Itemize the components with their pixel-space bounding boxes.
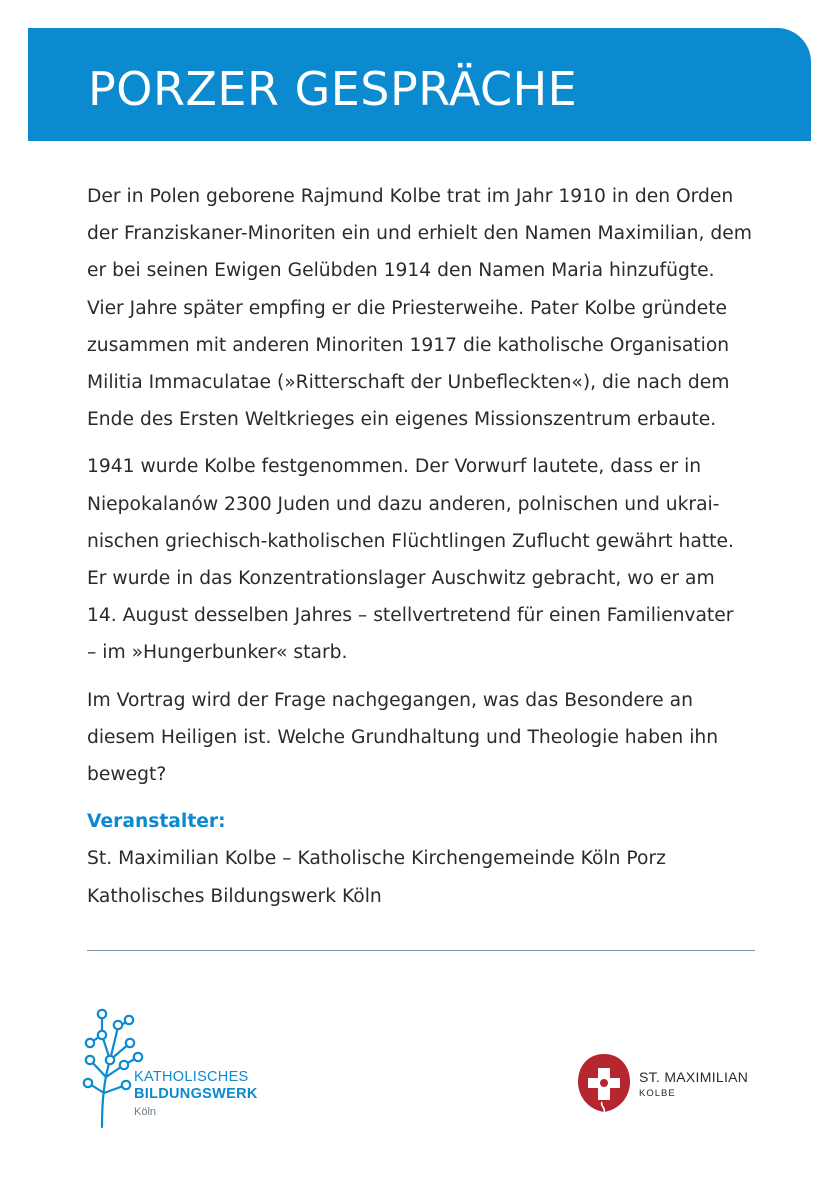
organizer-line: St. Maximilian Kolbe – Katholische Kirchengemeinde Köln Porz bbox=[87, 848, 666, 870]
text-line: Der in Polen geborene Rajmund Kolbe trat im Jahr 1910 in den Orden bbox=[87, 186, 734, 207]
text-line: Niepokalanów 2300 Juden und dazu anderen, polnischen und ukrai- bbox=[87, 493, 720, 515]
text-line: er bei seinen Ewigen Gelübden 1914 den Namen Maria hinzufügte. bbox=[87, 260, 715, 282]
paragraph-2 bbox=[87, 448, 759, 671]
cross-emblem-icon bbox=[576, 1052, 632, 1114]
text-line: der Franziskaner-Minoriten ein und erhielt den Namen Maximilian, dem bbox=[87, 223, 752, 245]
text-line: Militia Immaculatae (»Ritterschaft der Unbefleckten«), die nach dem bbox=[87, 372, 730, 394]
text-line: 1941 wurde Kolbe festgenommen. Der Vorwurf lautete, dass er in bbox=[87, 456, 702, 478]
kbw-logo bbox=[82, 1005, 302, 1135]
smk-logo-line1: ST. MAXIMILIAN bbox=[639, 1069, 749, 1085]
main-content bbox=[87, 178, 759, 915]
text-line: 14. August desselben Jahres – stellvertretend für einen Familienvater bbox=[87, 605, 734, 627]
organizer-section bbox=[87, 803, 759, 915]
text-line: Er wurde in das Konzentrationslager Auschwitz gebracht, wo er am bbox=[87, 568, 715, 590]
kbw-logo-line3: Köln bbox=[134, 1106, 157, 1118]
text-line: bewegt? bbox=[87, 764, 167, 786]
text-line: Vier Jahre später empfing er die Priesterweihe. Pater Kolbe gründete bbox=[87, 297, 728, 319]
kbw-logo-line1: KATHOLISCHES bbox=[134, 1069, 249, 1085]
paragraph-1 bbox=[87, 178, 759, 438]
divider bbox=[87, 950, 755, 951]
text-line: nischen griechisch-katholischen Flüchtlingen Zuflucht gewährt hatte. bbox=[87, 530, 734, 552]
text-line: Ende des Ersten Weltkrieges ein eigenes Missionszentrum erbaute. bbox=[87, 409, 717, 431]
text-line: Im Vortrag wird der Frage nachgegangen, was das Besondere an bbox=[87, 689, 693, 711]
page-title: PORZER GESPRÄCHE bbox=[88, 62, 578, 116]
organizer-heading: Veranstalter: bbox=[87, 811, 226, 833]
header-banner bbox=[28, 28, 811, 141]
organizer-line: Katholisches Bildungswerk Köln bbox=[87, 885, 382, 907]
kbw-logo-line2: BILDUNGSWERK bbox=[134, 1086, 258, 1102]
text-line: zusammen mit anderen Minoriten 1917 die katholische Organisation bbox=[87, 334, 730, 356]
text-line: – im »Hungerbunker« starb. bbox=[87, 642, 348, 664]
paragraph-3 bbox=[87, 682, 759, 794]
text-line: diesem Heiligen ist. Welche Grundhaltung und Theologie haben ihn bbox=[87, 726, 719, 748]
smk-logo-line2: KOLBE bbox=[639, 1088, 676, 1099]
smk-logo bbox=[576, 1052, 766, 1122]
